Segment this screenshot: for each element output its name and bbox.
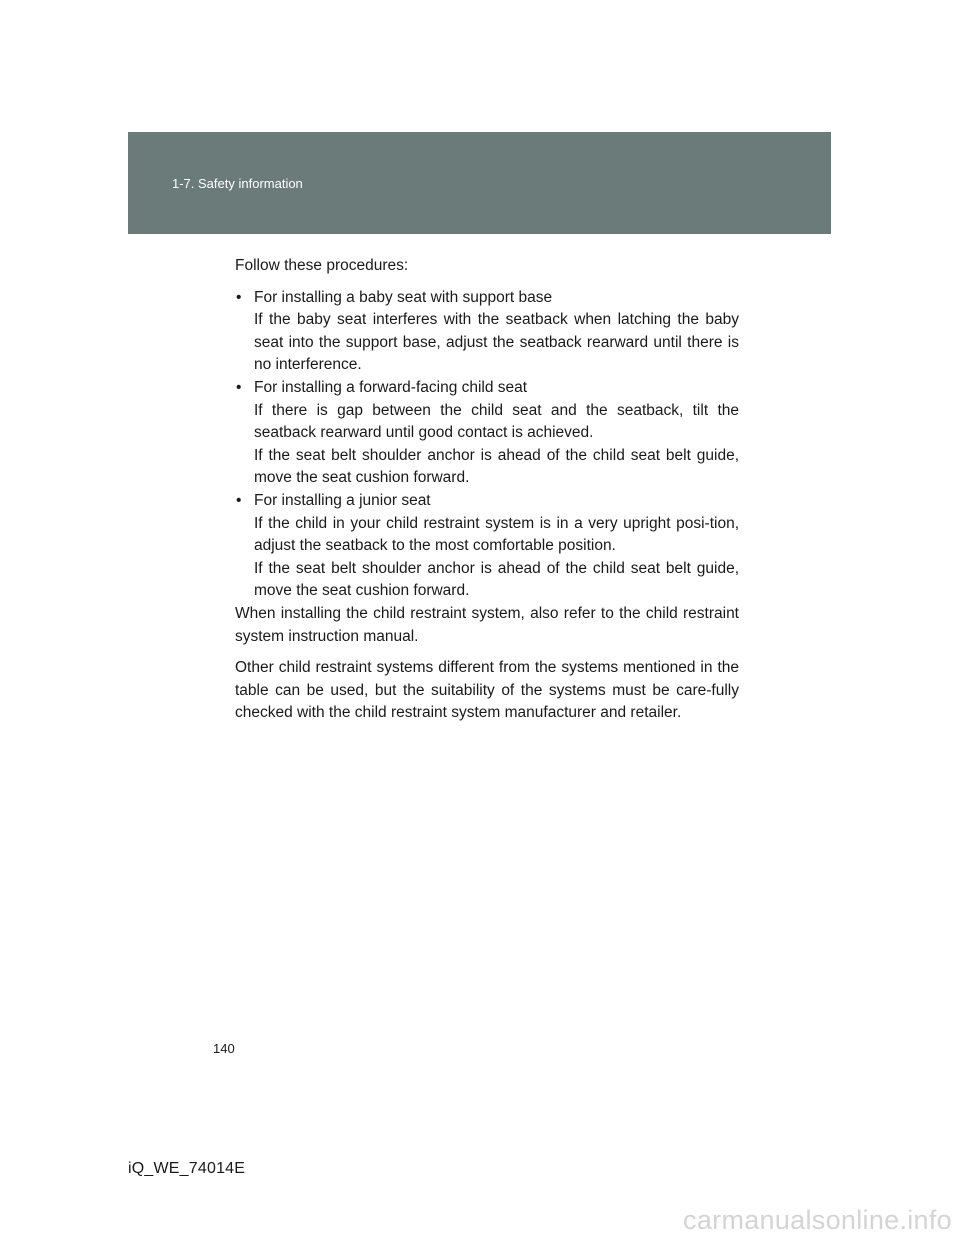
intro-text: Follow these procedures: bbox=[235, 257, 409, 274]
bullet-paragraph: If there is gap between the child seat and the seatback, tilt the seatback rearward until good contact is achieved. bbox=[254, 401, 739, 442]
section-title: 1-7. Safety information bbox=[172, 176, 303, 191]
manual-note-paragraph: When installing the child restraint system, also refer to the child restraint system instruction manual. bbox=[235, 604, 739, 645]
bullet-body bbox=[254, 400, 739, 490]
bullet-body bbox=[254, 309, 739, 377]
bullet-paragraph: If the seat belt shoulder anchor is ahead of the child seat belt guide, move the seat cushion forward. bbox=[254, 446, 739, 487]
bullet-title: For installing a junior seat bbox=[254, 491, 431, 509]
main-content bbox=[235, 255, 739, 725]
bullet-title: For installing a baby seat with support base bbox=[254, 288, 553, 306]
bullet-item-baby-seat bbox=[235, 287, 739, 377]
bullet-mark: • bbox=[236, 378, 242, 396]
bullet-mark: • bbox=[236, 491, 242, 509]
bullet-title: For installing a forward-facing child seat bbox=[254, 378, 528, 396]
watermark-text: carmanualsonline.info bbox=[683, 1205, 952, 1235]
page-number: 140 bbox=[213, 1041, 235, 1056]
bullet-item-junior-seat bbox=[235, 490, 739, 603]
bullet-mark: • bbox=[236, 288, 242, 306]
bullet-paragraph: If the child in your child restraint system is in a very upright posi-tion, adjust the seatback to the most comfortable position. bbox=[254, 514, 739, 555]
bullet-paragraph: If the baby seat interferes with the seatback when latching the baby seat into the support base, adjust the seatback rearward until there is no interference. bbox=[254, 311, 739, 374]
section-header-band bbox=[128, 132, 831, 234]
bullet-paragraph: If the seat belt shoulder anchor is ahead of the child seat belt guide, move the seat cushion forward. bbox=[254, 559, 739, 600]
other-systems-paragraph: Other child restraint systems different from the systems mentioned in the table can be used, but the suitability of the systems must be care-fully checked with the child restraint system manufacturer and retailer. bbox=[235, 659, 739, 722]
bullet-body bbox=[254, 513, 739, 603]
bullet-item-forward-facing-seat bbox=[235, 377, 739, 490]
document-code: iQ_WE_74014E bbox=[128, 1160, 246, 1177]
